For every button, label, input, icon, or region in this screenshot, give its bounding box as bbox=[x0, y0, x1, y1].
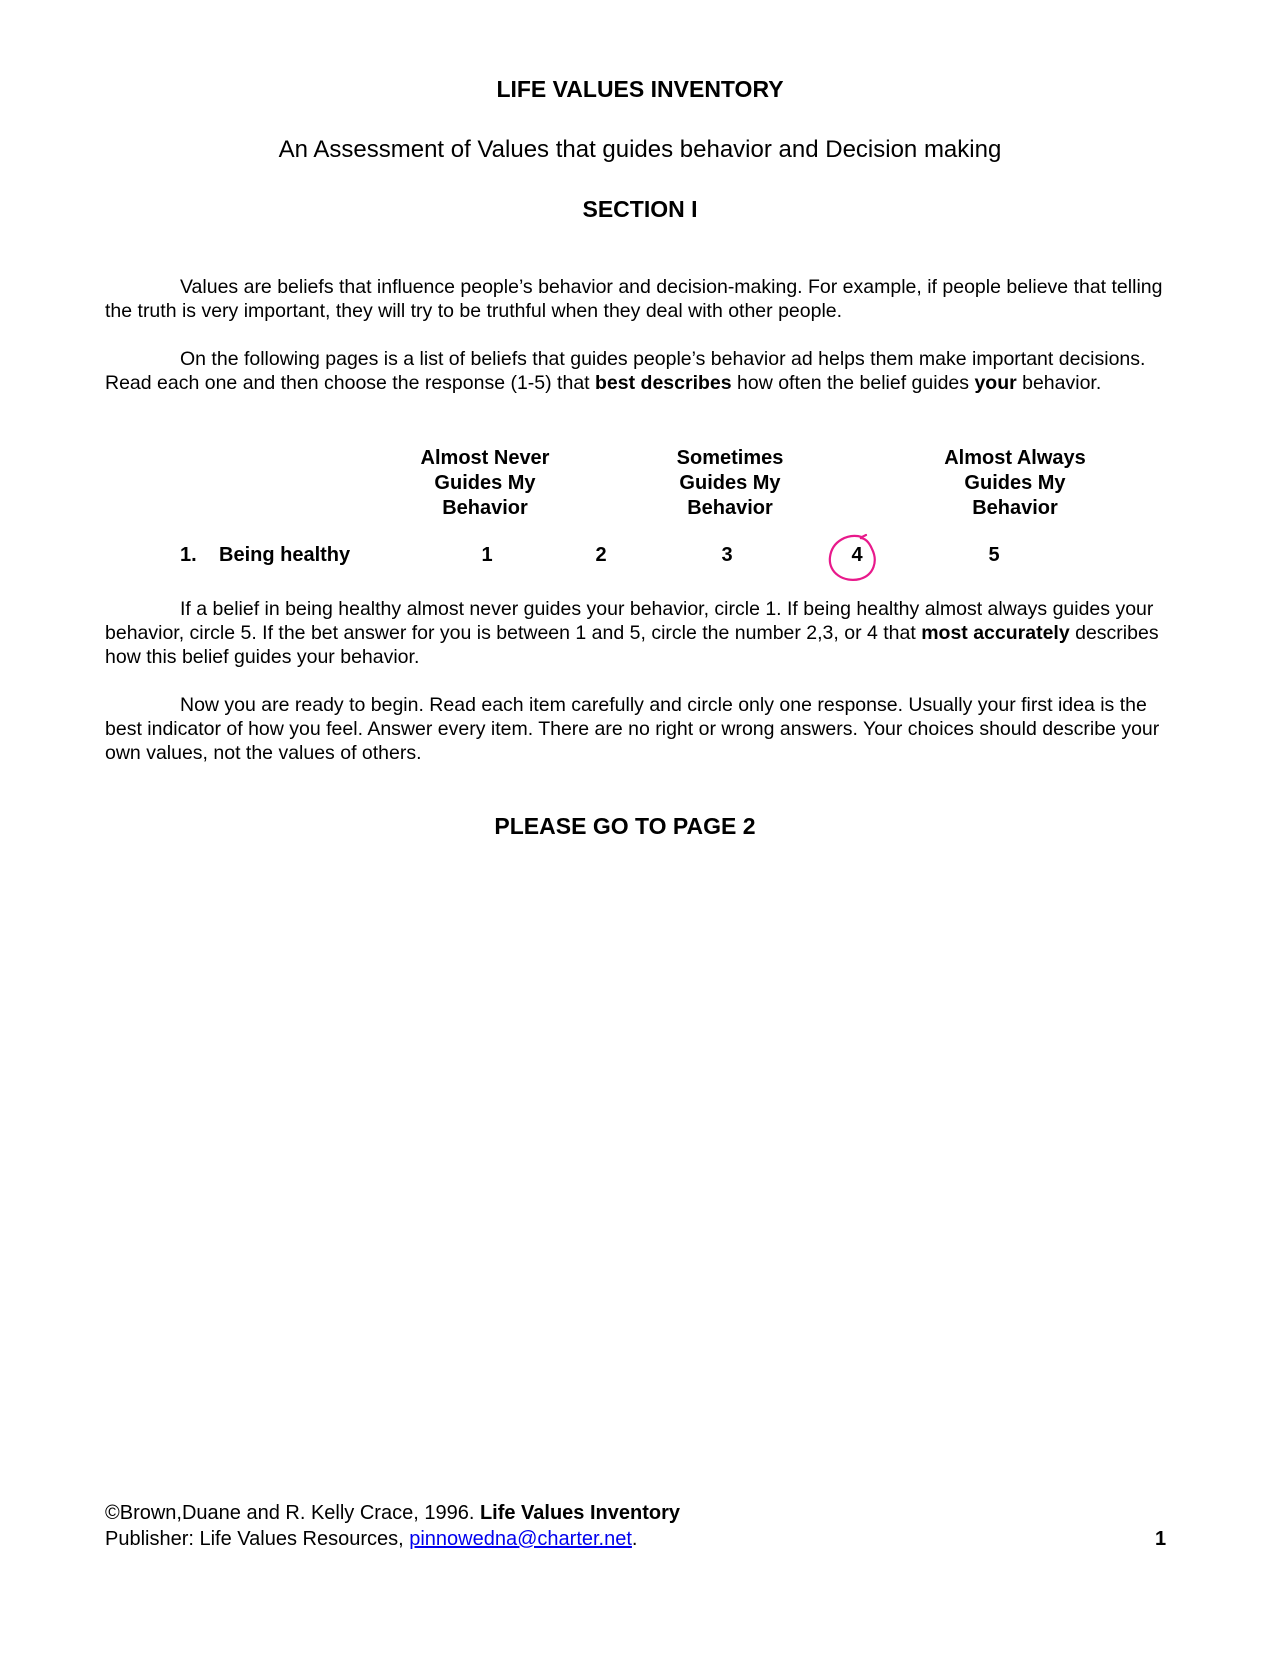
intro-text-1: Values are beliefs that influence people’s behavior and decision-making. For example, if people believe that telling the truth is very important, they will try to be truthful when they deal with other people. bbox=[105, 276, 1163, 322]
footer-copyright-text: ©Brown,Duane and R. Kelly Crace, 1996. bbox=[105, 1502, 480, 1524]
scale-label-mid bbox=[645, 446, 815, 521]
example-item-number: 1. bbox=[180, 544, 197, 566]
instruction-paragraph-2 bbox=[105, 693, 1185, 765]
scale-label-low bbox=[400, 446, 570, 521]
document-subtitle: An Assessment of Values that guides behavior and Decision making bbox=[278, 136, 1002, 163]
choice-2[interactable]: 2 bbox=[595, 544, 607, 566]
choice-1[interactable]: 1 bbox=[481, 544, 493, 566]
section-heading: SECTION I bbox=[582, 196, 698, 222]
scale-mid-line-1: Sometimes bbox=[676, 447, 784, 469]
selection-circle-stroke bbox=[830, 535, 875, 580]
document-title: LIFE VALUES INVENTORY bbox=[496, 76, 784, 102]
go-to-page-notice: PLEASE GO TO PAGE 2 bbox=[494, 813, 756, 839]
footer-period: . bbox=[631, 1528, 638, 1550]
scale-high-line-1: Almost Always bbox=[944, 447, 1086, 469]
intro-text-2c: how often the belief guides bbox=[731, 372, 975, 394]
scale-mid-line-3: Behavior bbox=[687, 497, 773, 519]
footer-publisher bbox=[105, 1528, 637, 1551]
intro-paragraph-2 bbox=[105, 347, 1185, 395]
scale-high-line-3: Behavior bbox=[972, 497, 1058, 519]
choice-3[interactable]: 3 bbox=[721, 544, 733, 566]
scale-mid-line-2: Guides My bbox=[679, 472, 781, 494]
selection-circle-mark bbox=[822, 533, 890, 585]
intro-emphasis-your: your bbox=[974, 372, 1017, 394]
scale-high-line-2: Guides My bbox=[964, 472, 1066, 494]
intro-text-2e: behavior. bbox=[1016, 372, 1102, 394]
choice-5[interactable]: 5 bbox=[988, 544, 1000, 566]
footer-book-title: Life Values Inventory bbox=[479, 1502, 681, 1524]
scale-low-line-3: Behavior bbox=[442, 497, 528, 519]
instruction-text-4: Now you are ready to begin. Read each item carefully and circle only one response. Usually your first idea is the best indicator of how you feel. Answer every item. There are no right or wrong answers. Your choices should describe your own values, not the values of others. bbox=[105, 694, 1160, 764]
instruction-paragraph-1 bbox=[105, 597, 1185, 669]
scale-low-line-1: Almost Never bbox=[420, 447, 550, 469]
instruction-text-3c: describes how this belief guides your behavior. bbox=[105, 622, 1159, 668]
footer-publisher-text: Publisher: Life Values Resources, bbox=[105, 1528, 410, 1550]
instruction-text-3a: If a belief in being healthy almost never guides your behavior, circle 1. If being healthy almost always guides your behavior, circle 5. If the bet answer for you is between 1 and 5, circle the number 2,3, or 4 that bbox=[105, 598, 1154, 644]
intro-paragraph-1 bbox=[105, 275, 1185, 323]
scale-label-high bbox=[920, 446, 1110, 521]
intro-text-2a: On the following pages is a list of beliefs that guides people’s behavior ad helps them make important decisions. Read each one and then choose the response (1-5) that bbox=[105, 348, 1146, 394]
page-number: 1 bbox=[1155, 1528, 1167, 1550]
choice-4[interactable]: 4 bbox=[851, 544, 863, 566]
instruction-emphasis-most-accurately: most accurately bbox=[921, 622, 1070, 644]
footer-copyright bbox=[105, 1502, 680, 1525]
scale-low-line-2: Guides My bbox=[434, 472, 536, 494]
intro-emphasis-best-describes: best describes bbox=[595, 372, 732, 394]
footer-email-link[interactable]: pinnowedna@charter.net bbox=[409, 1528, 632, 1550]
example-item-label: Being healthy bbox=[219, 544, 351, 566]
